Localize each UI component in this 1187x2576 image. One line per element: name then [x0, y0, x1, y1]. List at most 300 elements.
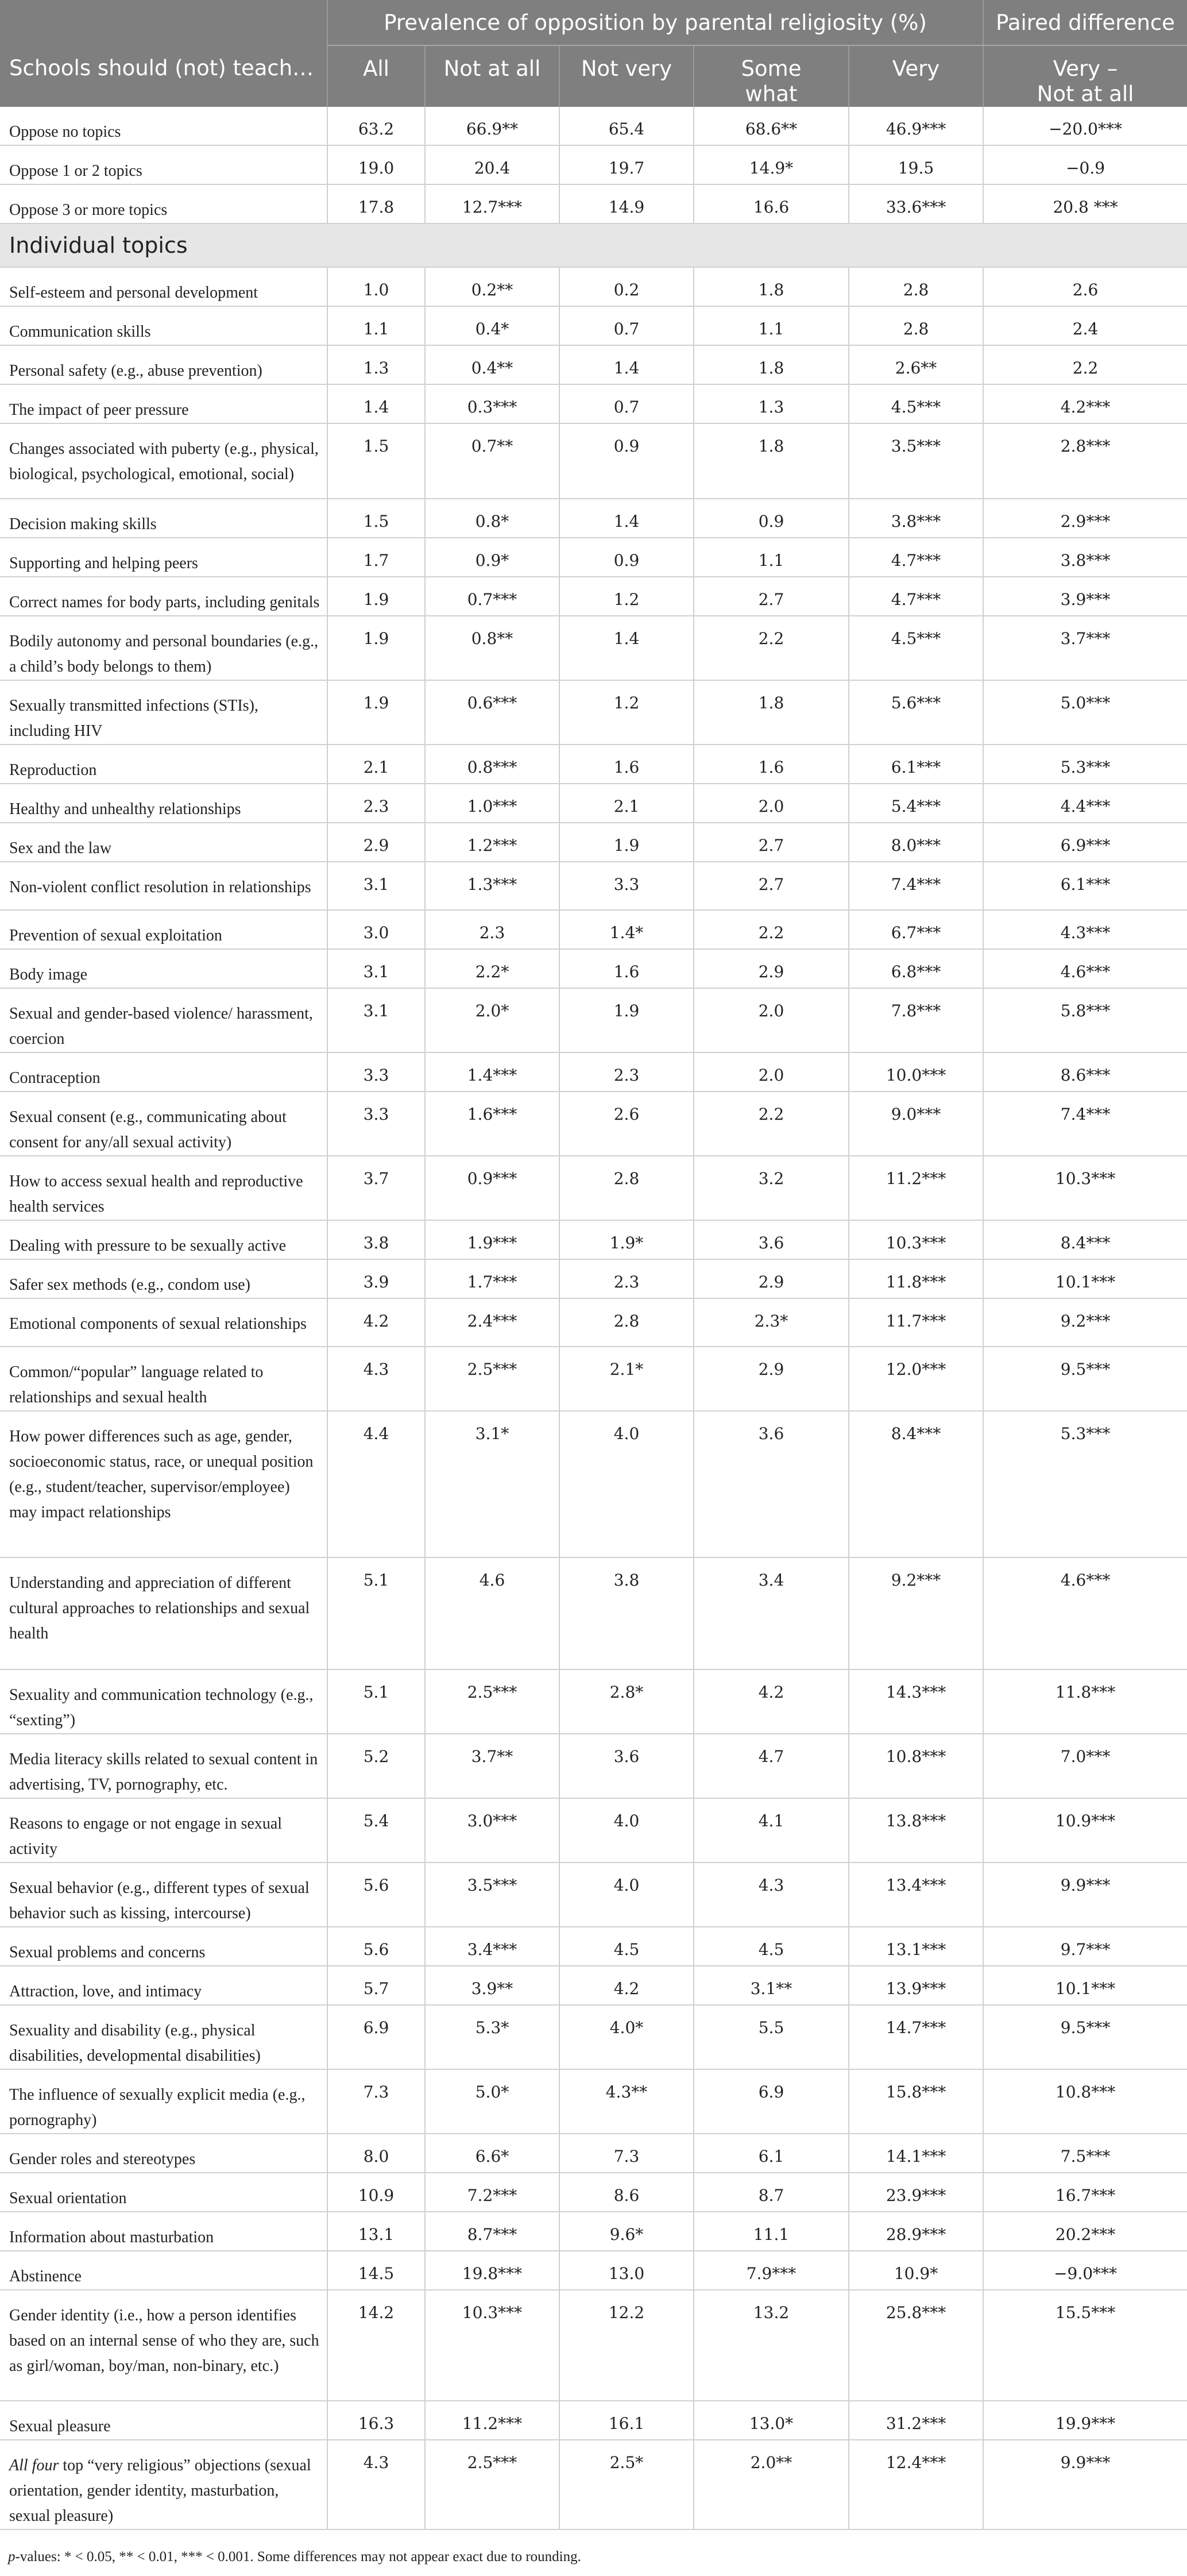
table-row — [0, 1259, 1187, 1298]
topic-cell — [0, 538, 327, 577]
table-row — [0, 949, 1187, 988]
value-not-at-all: 0.8*** — [425, 745, 559, 784]
value-all: 4.3 — [327, 2440, 425, 2529]
value-very: 3.8*** — [849, 499, 983, 538]
value-not-very: 2.6 — [559, 1092, 694, 1156]
value-not-very: 13.0 — [559, 2251, 694, 2290]
value-not-at-all: 5.0* — [425, 2069, 559, 2134]
value-not-at-all: 66.9** — [425, 107, 559, 145]
value-diff: 10.9*** — [983, 1798, 1187, 1862]
value-not-very: 7.3 — [559, 2134, 694, 2173]
topic-cell — [0, 823, 327, 862]
value-not-very: 4.0 — [559, 1798, 694, 1862]
topic-cell — [0, 784, 327, 823]
topic-cell — [0, 577, 327, 616]
topic-cell — [0, 1347, 327, 1411]
value-somewhat: 4.2 — [694, 1669, 849, 1734]
topic-label: Body image — [9, 966, 88, 984]
value-all: 1.9 — [327, 616, 425, 680]
value-not-at-all: 0.4* — [425, 306, 559, 345]
value-very: 13.4*** — [849, 1862, 983, 1927]
value-somewhat: 0.9 — [694, 499, 849, 538]
topic-label: Sexual pleasure — [9, 2417, 111, 2435]
topic-label: Correct names for body parts, including genitals — [9, 593, 320, 611]
topic-label: Personal safety (e.g., abuse prevention) — [9, 362, 262, 380]
col-paired-diff — [983, 45, 1187, 107]
topic-label: Gender identity (i.e., how a person identifies based on an internal sense of who they are, such as girl/woman, boy/man, non-binary, etc.) — [9, 2307, 319, 2375]
table-row — [0, 2251, 1187, 2290]
value-not-at-all: 11.2*** — [425, 2401, 559, 2440]
value-somewhat: 2.0 — [694, 1052, 849, 1092]
value-very: 7.4*** — [849, 862, 983, 910]
value-somewhat: 2.0 — [694, 784, 849, 823]
value-not-very: 1.9* — [559, 1220, 694, 1259]
value-all: 1.3 — [327, 345, 425, 384]
value-all: 5.1 — [327, 1557, 425, 1669]
table-row — [0, 1411, 1187, 1557]
value-not-at-all: 2.5*** — [425, 1347, 559, 1411]
value-somewhat: 2.7 — [694, 862, 849, 910]
value-diff: 9.9*** — [983, 1862, 1187, 1927]
value-not-at-all: 3.9** — [425, 1966, 559, 2005]
topic-label: Information about masturbation — [9, 2228, 214, 2246]
table-row — [0, 988, 1187, 1052]
value-diff: 19.9*** — [983, 2401, 1187, 2440]
value-all: 5.6 — [327, 1862, 425, 1927]
value-somewhat: 2.2 — [694, 910, 849, 949]
table-row — [0, 862, 1187, 910]
table-row — [0, 423, 1187, 499]
table-row — [0, 1052, 1187, 1092]
value-not-very: 3.8 — [559, 1557, 694, 1669]
table-row — [0, 1220, 1187, 1259]
value-not-at-all: 5.3* — [425, 2005, 559, 2069]
value-not-very: 65.4 — [559, 107, 694, 145]
value-diff: 2.4 — [983, 306, 1187, 345]
topic-cell — [0, 862, 327, 910]
value-not-at-all: 2.2* — [425, 949, 559, 988]
topic-label: Sex and the law — [9, 839, 112, 857]
topic-label: top “very religious” objections (sexual orientation, gender identity, masturbation, sexual pleasure) — [9, 2457, 311, 2525]
header-row-top — [0, 0, 1187, 45]
value-not-very: 4.5 — [559, 1927, 694, 1966]
value-not-very: 14.9 — [559, 184, 694, 223]
value-all: 63.2 — [327, 107, 425, 145]
topic-cell — [0, 1052, 327, 1092]
value-somewhat: 2.0** — [694, 2440, 849, 2529]
value-not-very: 1.9 — [559, 823, 694, 862]
col-not-at-all: Not at all — [425, 45, 559, 107]
value-somewhat: 1.3 — [694, 384, 849, 423]
value-diff: 5.3*** — [983, 1411, 1187, 1557]
value-very: 2.6** — [849, 345, 983, 384]
value-diff: 2.6 — [983, 267, 1187, 306]
value-not-at-all: 0.7*** — [425, 577, 559, 616]
value-all: 1.9 — [327, 577, 425, 616]
value-not-at-all: 2.0* — [425, 988, 559, 1052]
topic-label: Attraction, love, and intimacy — [9, 1983, 202, 2000]
topic-label: The influence of sexually explicit media (e.g., pornography) — [9, 2086, 306, 2129]
value-somewhat: 1.8 — [694, 680, 849, 745]
value-not-very: 3.3 — [559, 862, 694, 910]
value-somewhat: 16.6 — [694, 184, 849, 223]
value-not-very: 19.7 — [559, 145, 694, 184]
table-row — [0, 2440, 1187, 2529]
topic-label: Abstinence — [9, 2268, 82, 2285]
topic-label: How to access sexual health and reproductive health services — [9, 1173, 303, 1216]
table-row — [0, 1966, 1187, 2005]
value-somewhat: 68.6** — [694, 107, 849, 145]
topic-cell — [0, 1927, 327, 1966]
value-very: 5.4*** — [849, 784, 983, 823]
value-very: 14.1*** — [849, 2134, 983, 2173]
value-all: 2.1 — [327, 745, 425, 784]
value-not-at-all: 0.8* — [425, 499, 559, 538]
topic-label: Media literacy skills related to sexual content in advertising, TV, pornography, etc. — [9, 1750, 318, 1794]
value-not-at-all: 1.4*** — [425, 1052, 559, 1092]
topic-label: Sexual behavior (e.g., different types of sexual behavior such as kissing, intercourse) — [9, 1879, 310, 1922]
value-not-at-all: 4.6 — [425, 1557, 559, 1669]
value-diff: 9.9*** — [983, 2440, 1187, 2529]
value-diff: 10.8*** — [983, 2069, 1187, 2134]
value-not-very: 1.4* — [559, 910, 694, 949]
value-somewhat: 2.2 — [694, 616, 849, 680]
value-not-at-all: 3.4*** — [425, 1927, 559, 1966]
value-diff: 3.8*** — [983, 538, 1187, 577]
value-somewhat: 4.7 — [694, 1734, 849, 1798]
value-diff: 5.0*** — [983, 680, 1187, 745]
value-all: 8.0 — [327, 2134, 425, 2173]
section-label: Individual topics — [0, 223, 1187, 267]
value-diff: 2.9*** — [983, 499, 1187, 538]
value-somewhat: 13.2 — [694, 2290, 849, 2401]
value-very: 11.8*** — [849, 1259, 983, 1298]
value-somewhat: 1.8 — [694, 345, 849, 384]
value-diff: 5.3*** — [983, 745, 1187, 784]
value-not-very: 4.0 — [559, 1411, 694, 1557]
value-not-at-all: 2.5*** — [425, 2440, 559, 2529]
value-all: 3.7 — [327, 1156, 425, 1220]
value-all: 3.8 — [327, 1220, 425, 1259]
value-all: 3.1 — [327, 949, 425, 988]
value-all: 14.5 — [327, 2251, 425, 2290]
value-all: 5.6 — [327, 1927, 425, 1966]
topic-cell — [0, 184, 327, 223]
value-diff: 9.5*** — [983, 2005, 1187, 2069]
value-somewhat: 5.5 — [694, 2005, 849, 2069]
value-all: 1.5 — [327, 423, 425, 499]
value-all: 7.3 — [327, 2069, 425, 2134]
value-not-very: 0.9 — [559, 423, 694, 499]
value-all: 1.5 — [327, 499, 425, 538]
value-not-very: 2.1* — [559, 1347, 694, 1411]
value-very: 9.2*** — [849, 1557, 983, 1669]
value-not-very: 4.3** — [559, 2069, 694, 2134]
topic-italic: All four — [9, 2457, 59, 2474]
value-diff: 4.4*** — [983, 784, 1187, 823]
topic-cell — [0, 2005, 327, 2069]
topic-cell — [0, 1220, 327, 1259]
table-row — [0, 2401, 1187, 2440]
value-diff: 4.3*** — [983, 910, 1187, 949]
value-somewhat: 1.8 — [694, 267, 849, 306]
value-somewhat: 1.8 — [694, 423, 849, 499]
table-row — [0, 577, 1187, 616]
value-not-at-all: 0.9*** — [425, 1156, 559, 1220]
topic-label: Sexuality and communication technology (e.g., “sexting”) — [9, 1686, 314, 1729]
value-very: 4.5*** — [849, 384, 983, 423]
table-row — [0, 1734, 1187, 1798]
value-very: 14.7*** — [849, 2005, 983, 2069]
value-not-very: 1.6 — [559, 949, 694, 988]
topic-cell — [0, 423, 327, 499]
topic-label: Sexually transmitted infections (STIs), including HIV — [9, 697, 258, 740]
value-very: 23.9*** — [849, 2173, 983, 2212]
table-row — [0, 910, 1187, 949]
value-not-at-all: 3.1* — [425, 1411, 559, 1557]
value-somewhat: 3.1** — [694, 1966, 849, 2005]
table-row — [0, 107, 1187, 145]
value-very: 13.1*** — [849, 1927, 983, 1966]
topic-cell — [0, 1669, 327, 1734]
value-not-very: 1.6 — [559, 745, 694, 784]
value-not-at-all: 10.3*** — [425, 2290, 559, 2401]
value-very: 13.9*** — [849, 1966, 983, 2005]
value-not-at-all: 2.3 — [425, 910, 559, 949]
value-not-at-all: 1.0*** — [425, 784, 559, 823]
value-all: 2.3 — [327, 784, 425, 823]
value-all: 1.1 — [327, 306, 425, 345]
value-very: 46.9*** — [849, 107, 983, 145]
value-diff: 10.1*** — [983, 1966, 1187, 2005]
topic-cell — [0, 745, 327, 784]
value-not-very: 1.2 — [559, 680, 694, 745]
topic-label: Sexual orientation — [9, 2189, 127, 2207]
value-very: 12.4*** — [849, 2440, 983, 2529]
value-somewhat: 3.4 — [694, 1557, 849, 1669]
topic-cell — [0, 1411, 327, 1557]
value-somewhat: 3.2 — [694, 1156, 849, 1220]
value-somewhat: 2.0 — [694, 988, 849, 1052]
value-not-at-all: 1.6*** — [425, 1092, 559, 1156]
value-very: 25.8*** — [849, 2290, 983, 2401]
value-not-at-all: 12.7*** — [425, 184, 559, 223]
table-row — [0, 384, 1187, 423]
value-not-very: 1.4 — [559, 616, 694, 680]
value-not-very: 4.2 — [559, 1966, 694, 2005]
value-diff: 4.6*** — [983, 1557, 1187, 1669]
value-not-at-all: 3.5*** — [425, 1862, 559, 1927]
col-very: Very — [849, 45, 983, 107]
value-all: 3.1 — [327, 988, 425, 1052]
value-not-very: 0.2 — [559, 267, 694, 306]
topic-cell — [0, 988, 327, 1052]
table-row — [0, 1862, 1187, 1927]
value-not-very: 4.0 — [559, 1862, 694, 1927]
table-row — [0, 745, 1187, 784]
value-diff: −20.0*** — [983, 107, 1187, 145]
value-very: 11.2*** — [849, 1156, 983, 1220]
value-not-very: 16.1 — [559, 2401, 694, 2440]
value-not-very: 8.6 — [559, 2173, 694, 2212]
value-not-at-all: 0.6*** — [425, 680, 559, 745]
topic-cell — [0, 1298, 327, 1347]
value-very: 2.8 — [849, 267, 983, 306]
value-diff: 6.1*** — [983, 862, 1187, 910]
value-very: 9.0*** — [849, 1092, 983, 1156]
table-row — [0, 680, 1187, 745]
value-somewhat: 14.9* — [694, 145, 849, 184]
value-diff: 16.7*** — [983, 2173, 1187, 2212]
topic-cell — [0, 2251, 327, 2290]
value-very: 6.7*** — [849, 910, 983, 949]
value-very: 6.8*** — [849, 949, 983, 988]
value-very: 11.7*** — [849, 1298, 983, 1347]
value-somewhat: 4.1 — [694, 1798, 849, 1862]
value-very: 8.0*** — [849, 823, 983, 862]
value-not-very: 2.8* — [559, 1669, 694, 1734]
value-very: 13.8*** — [849, 1798, 983, 1862]
value-all: 19.0 — [327, 145, 425, 184]
value-very: 2.8 — [849, 306, 983, 345]
topic-label: Oppose 3 or more topics — [9, 201, 168, 219]
value-not-at-all: 1.2*** — [425, 823, 559, 862]
value-somewhat: 7.9*** — [694, 2251, 849, 2290]
topic-label: Gender roles and stereotypes — [9, 2150, 196, 2168]
value-not-very: 4.0* — [559, 2005, 694, 2069]
value-somewhat: 6.9 — [694, 2069, 849, 2134]
topic-label: Understanding and appreciation of different cultural approaches to relationships and sexual health — [9, 1574, 310, 1642]
topic-cell — [0, 145, 327, 184]
value-diff: 8.4*** — [983, 1220, 1187, 1259]
col-not-very: Not very — [559, 45, 694, 107]
value-not-at-all: 0.3*** — [425, 384, 559, 423]
value-somewhat: 2.9 — [694, 1259, 849, 1298]
value-somewhat: 8.7 — [694, 2173, 849, 2212]
value-somewhat: 3.6 — [694, 1220, 849, 1259]
topic-cell — [0, 306, 327, 345]
topic-cell — [0, 1734, 327, 1798]
value-all: 6.9 — [327, 2005, 425, 2069]
value-not-at-all: 3.7** — [425, 1734, 559, 1798]
value-not-very: 0.7 — [559, 384, 694, 423]
value-diff: 3.9*** — [983, 577, 1187, 616]
value-diff: 7.0*** — [983, 1734, 1187, 1798]
value-all: 1.9 — [327, 680, 425, 745]
table-row — [0, 1557, 1187, 1669]
footnote-italic: p — [8, 2549, 16, 2565]
topic-cell — [0, 345, 327, 384]
topic-cell — [0, 1798, 327, 1862]
value-very: 28.9*** — [849, 2212, 983, 2251]
topic-cell — [0, 2290, 327, 2401]
topic-label: Sexuality and disability (e.g., physical disabilities, developmental disabilities) — [9, 2022, 261, 2065]
value-all: 5.4 — [327, 1798, 425, 1862]
value-diff: 9.7*** — [983, 1927, 1187, 1966]
value-somewhat: 2.2 — [694, 1092, 849, 1156]
value-not-very: 0.9 — [559, 538, 694, 577]
col-somewhat: Some what — [694, 45, 849, 107]
topic-label: Sexual and gender-based violence/ harassment, coercion — [9, 1005, 313, 1048]
footnote-text: -values: * < 0.05, ** < 0.01, *** < 0.001. Some differences may not appear exact due to rounding. — [15, 2549, 581, 2565]
value-not-at-all: 0.2** — [425, 267, 559, 306]
table-row — [0, 306, 1187, 345]
table-row — [0, 1669, 1187, 1734]
topic-label: Safer sex methods (e.g., condom use) — [9, 1276, 250, 1294]
value-all: 17.8 — [327, 184, 425, 223]
value-not-very: 12.2 — [559, 2290, 694, 2401]
value-all: 3.1 — [327, 862, 425, 910]
value-diff: 4.6*** — [983, 949, 1187, 988]
value-not-very: 9.6* — [559, 2212, 694, 2251]
topic-label: Supporting and helping peers — [9, 554, 198, 572]
value-very: 10.0*** — [849, 1052, 983, 1092]
value-somewhat: 4.3 — [694, 1862, 849, 1927]
value-all: 13.1 — [327, 2212, 425, 2251]
value-not-at-all: 6.6* — [425, 2134, 559, 2173]
value-diff: 5.8*** — [983, 988, 1187, 1052]
topic-cell — [0, 1862, 327, 1927]
value-somewhat: 11.1 — [694, 2212, 849, 2251]
col-all: All — [327, 45, 425, 107]
value-not-at-all: 1.3*** — [425, 862, 559, 910]
value-not-very: 1.2 — [559, 577, 694, 616]
table-row — [0, 145, 1187, 184]
value-somewhat: 2.7 — [694, 823, 849, 862]
value-diff: 3.7*** — [983, 616, 1187, 680]
topic-label: Oppose no topics — [9, 123, 121, 141]
table-row — [0, 784, 1187, 823]
topic-cell — [0, 1557, 327, 1669]
value-very: 10.8*** — [849, 1734, 983, 1798]
value-somewhat: 13.0* — [694, 2401, 849, 2440]
topic-cell — [0, 499, 327, 538]
value-very: 14.3*** — [849, 1669, 983, 1734]
value-all: 1.4 — [327, 384, 425, 423]
topic-cell — [0, 1092, 327, 1156]
topic-label: Emotional components of sexual relationships — [9, 1315, 307, 1333]
topic-label: Communication skills — [9, 323, 151, 341]
value-somewhat: 1.1 — [694, 306, 849, 345]
topic-label: Dealing with pressure to be sexually active — [9, 1237, 287, 1255]
value-not-very: 2.5* — [559, 2440, 694, 2529]
value-not-at-all: 1.9*** — [425, 1220, 559, 1259]
table-row — [0, 538, 1187, 577]
value-very: 19.5 — [849, 145, 983, 184]
topic-cell — [0, 2173, 327, 2212]
value-all: 14.2 — [327, 2290, 425, 2401]
topic-label: The impact of peer pressure — [9, 401, 189, 419]
table-row — [0, 616, 1187, 680]
topic-cell — [0, 384, 327, 423]
value-diff: 15.5*** — [983, 2290, 1187, 2401]
value-all: 2.9 — [327, 823, 425, 862]
value-somewhat: 2.9 — [694, 1347, 849, 1411]
value-not-at-all: 0.8** — [425, 616, 559, 680]
table-row — [0, 267, 1187, 306]
value-somewhat: 3.6 — [694, 1411, 849, 1557]
value-somewhat: 2.7 — [694, 577, 849, 616]
table-row — [0, 2134, 1187, 2173]
table-row — [0, 1298, 1187, 1347]
value-diff: −0.9 — [983, 145, 1187, 184]
topic-cell — [0, 949, 327, 988]
topic-cell — [0, 910, 327, 949]
value-diff: 9.5*** — [983, 1347, 1187, 1411]
topic-label: Sexual consent (e.g., communicating about consent for any/all sexual activity) — [9, 1108, 287, 1151]
topic-label: Healthy and unhealthy relationships — [9, 800, 241, 818]
value-not-at-all: 3.0*** — [425, 1798, 559, 1862]
